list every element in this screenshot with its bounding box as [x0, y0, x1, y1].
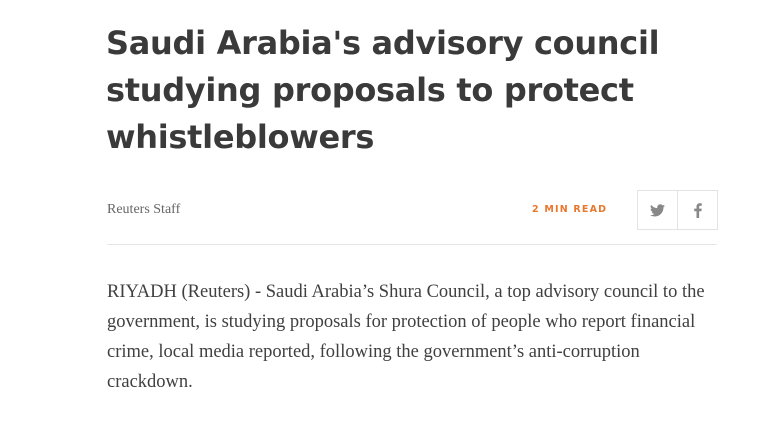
article-headline: Saudi Arabia's advisory council studying proposals to protect whistleblowers	[106, 24, 660, 156]
share-twitter-button[interactable]	[638, 191, 677, 229]
article-body: RIYADH (Reuters) - Saudi Arabia’s Shura Council, a top advisory council to the government, is studying proposals for protection of people who report financial crime, local media reported, following the government’s anti-corruption crackdown.	[107, 282, 705, 392]
read-time-label: 2 MIN READ	[532, 204, 608, 215]
twitter-icon	[650, 204, 665, 217]
share-facebook-button[interactable]	[677, 191, 717, 229]
facebook-icon	[694, 203, 702, 218]
header-divider	[107, 244, 717, 245]
share-buttons	[637, 190, 718, 230]
byline-row	[107, 190, 717, 230]
author-byline[interactable]: Reuters Staff	[107, 202, 181, 217]
